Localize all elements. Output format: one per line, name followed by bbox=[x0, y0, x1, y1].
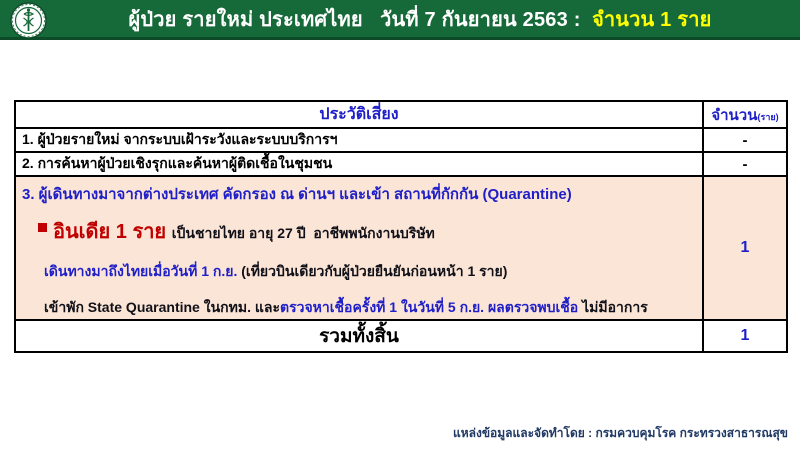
page-title bbox=[88, 3, 711, 35]
total-count: 1 bbox=[703, 320, 787, 352]
risk-history-header-label: ประวัติเสี่ยง bbox=[319, 106, 399, 123]
table-header-row bbox=[15, 101, 787, 128]
test-result: ตรวจหาเชื้อครั้งที่ 1 ในวันที่ 5 ก.ย. ผลตรวจพบเชื้อ bbox=[279, 299, 583, 315]
quarantine-heading: 3. ผู้เดินทางมาจากต่างประเทศ คัดกรอง ณ ด่านฯ และเข้า สถานที่กักกัน (Quarantine) bbox=[22, 186, 572, 203]
header-bar bbox=[0, 0, 800, 40]
risk-history-table bbox=[14, 100, 788, 353]
arrival-date: เดินทางมาถึงไทยเมื่อวันที่ 1 ก.ย. bbox=[44, 263, 242, 279]
quarantine-details-cell bbox=[15, 176, 703, 320]
case-bullet-line bbox=[38, 215, 696, 247]
row-1-count: - bbox=[703, 128, 787, 152]
table-row-active-case-finding bbox=[15, 152, 787, 176]
title-count-highlight: จำนวน 1 ราย bbox=[592, 8, 712, 31]
bullet-square-icon bbox=[38, 223, 47, 232]
case-country-count: อินเดีย 1 ราย bbox=[53, 221, 172, 243]
total-label: รวมทั้งสิ้น bbox=[15, 320, 703, 352]
case-arrival-line bbox=[44, 261, 696, 283]
table-row-quarantine bbox=[15, 176, 787, 320]
row-1-label: 1. ผู้ป่วยรายใหม่ จากระบบเฝ้าระวังและระบบบริการฯ bbox=[15, 128, 703, 152]
source-credit: แหล่งข้อมูลและจัดทำโดย : กรมควบคุมโรค กระทรวงสาธารณสุข bbox=[452, 426, 788, 440]
arrival-note: (เที่ยวบินเดียวกับผู้ป่วยยืนยันก่อนหน้า 1 ราย) bbox=[241, 263, 508, 279]
column-header-risk-history bbox=[15, 101, 703, 128]
title-main: ผู้ป่วย รายใหม่ ประเทศไทย วันที่ 7 กันยายน 2563 : bbox=[128, 8, 593, 31]
symptom-status: ไม่มีอาการ bbox=[582, 299, 648, 315]
count-header-label: จำนวน bbox=[711, 106, 758, 124]
table-row-surveillance bbox=[15, 128, 787, 152]
count-header-unit: (ราย) bbox=[757, 111, 779, 122]
row-2-count: - bbox=[703, 152, 787, 176]
case-profile: เป็นชายไทย อายุ 27 ปี อาชีพพนักงานบริษัท bbox=[171, 225, 435, 241]
row-2-label: 2. การค้นหาผู้ป่วยเชิงรุกและค้นหาผู้ติดเชื้อในชุมชน bbox=[15, 152, 703, 176]
moph-logo-icon bbox=[10, 2, 47, 39]
total-row bbox=[15, 320, 787, 352]
row-3-count: 1 bbox=[703, 176, 787, 320]
case-test-line bbox=[44, 297, 696, 319]
column-header-count bbox=[703, 101, 787, 128]
quarantine-stay: เข้าพัก State Quarantine ในกทม. และ bbox=[44, 299, 280, 315]
